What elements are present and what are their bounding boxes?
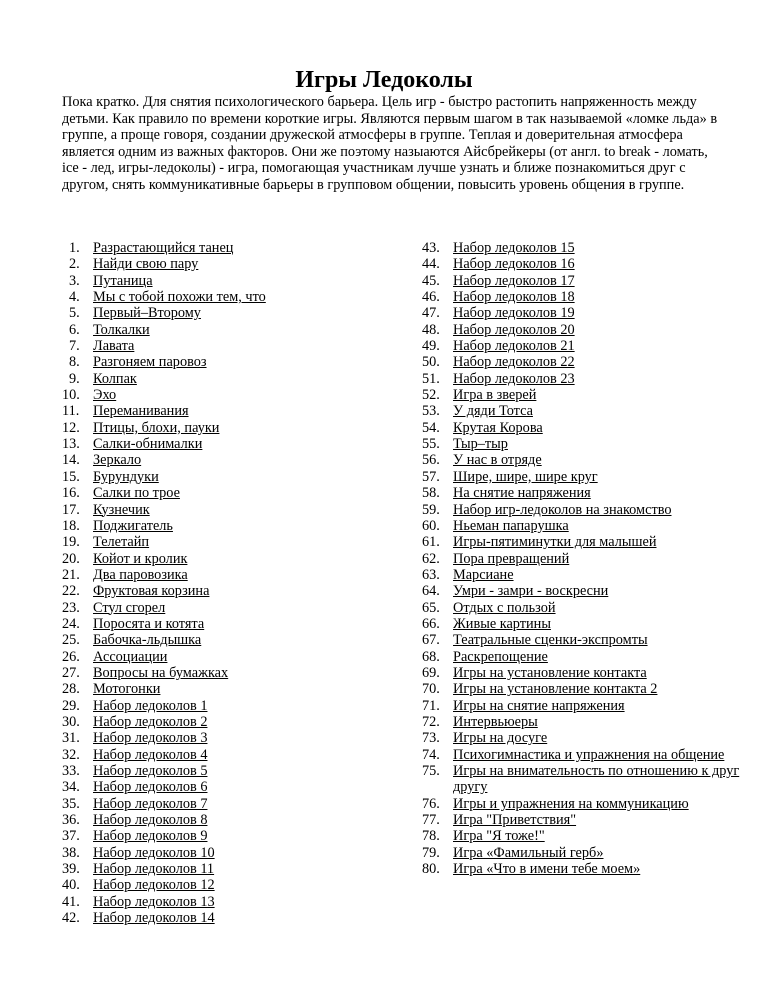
game-link[interactable]: Отдых с пользой: [453, 599, 556, 616]
list-item-number: 20.: [62, 550, 80, 567]
list-item: [422, 796, 742, 812]
list-item: [62, 534, 392, 550]
game-link[interactable]: Набор ледоколов 10: [93, 844, 215, 861]
game-link[interactable]: Набор ледоколов 13: [93, 893, 215, 910]
list-item: [422, 649, 742, 665]
game-link[interactable]: Первый–Второму: [93, 305, 201, 322]
list-item: [62, 305, 392, 321]
list-item-number: 32.: [62, 746, 80, 763]
game-link[interactable]: Два паровозика: [93, 566, 188, 583]
list-item-number: 19.: [62, 534, 80, 551]
game-link[interactable]: Ньеман папарушка: [453, 517, 569, 534]
list-item: [422, 600, 742, 616]
game-link[interactable]: Койот и кролик: [93, 550, 188, 567]
list-item-number: 62.: [422, 550, 440, 567]
game-link[interactable]: Набор ледоколов 15: [453, 240, 575, 256]
list-item: [62, 812, 392, 828]
list-item-number: 54.: [422, 419, 440, 436]
list-item: [422, 698, 742, 714]
list-item-number: 63.: [422, 566, 440, 583]
game-link[interactable]: Эхо: [93, 387, 117, 404]
list-item-number: 46.: [422, 289, 440, 306]
list-item-number: 76.: [422, 795, 440, 812]
game-link[interactable]: Набор ледоколов 18: [453, 289, 575, 306]
game-link[interactable]: Найди свою пару: [93, 256, 199, 273]
game-link[interactable]: Крутая Корова: [453, 419, 543, 436]
game-link[interactable]: Толкалки: [93, 321, 150, 338]
list-item-number: 78.: [422, 828, 440, 845]
list-item-number: 47.: [422, 305, 440, 322]
game-link[interactable]: Набор ледоколов 3: [93, 730, 208, 747]
game-link[interactable]: Разрастающийся танец: [93, 240, 234, 256]
list-item: [422, 338, 742, 354]
list-item-number: 43.: [422, 240, 440, 256]
list-item-number: 2.: [69, 256, 80, 273]
list-item: [62, 616, 392, 632]
list-item: [62, 518, 392, 534]
list-item-number: 41.: [62, 893, 80, 910]
list-item-number: 69.: [422, 664, 440, 681]
list-item: [422, 371, 742, 387]
game-link[interactable]: Игры-пятиминутки для малышей: [453, 534, 657, 551]
list-item-number: 9.: [69, 370, 80, 387]
list-item-number: 4.: [69, 289, 80, 306]
game-link[interactable]: Набор ледоколов 6: [93, 779, 208, 796]
list-item: [422, 632, 742, 648]
game-link[interactable]: Пора превращений: [453, 550, 570, 567]
list-item: [62, 485, 392, 501]
game-link[interactable]: Набор ледоколов 12: [93, 877, 215, 894]
list-item: [422, 714, 742, 730]
game-link[interactable]: Переманивания: [93, 403, 189, 420]
game-link[interactable]: У дяди Тотса: [453, 403, 533, 420]
list-item-number: 75.: [422, 763, 440, 779]
page-title: Игры Ледоколы: [295, 67, 473, 93]
list-item-number: 67.: [422, 632, 440, 649]
list-item-number: 10.: [62, 387, 80, 404]
list-item: [62, 256, 392, 272]
game-link[interactable]: Игры на установление контакта 2: [453, 681, 658, 698]
list-item-number: 33.: [62, 763, 80, 779]
list-item-number: 48.: [422, 321, 440, 338]
list-item-number: 57.: [422, 468, 440, 485]
game-link[interactable]: Вопросы на бумажках: [93, 664, 229, 681]
list-item: [422, 551, 742, 567]
list-item: [62, 796, 392, 812]
list-item-number: 12.: [62, 419, 80, 436]
list-item-number: 22.: [62, 583, 80, 600]
list-item: [62, 877, 392, 893]
list-item-number: 18.: [62, 517, 80, 534]
list-item-number: 53.: [422, 403, 440, 420]
game-link[interactable]: Зеркало: [93, 452, 142, 469]
games-list-right: [422, 240, 742, 877]
game-link[interactable]: Игра "Я тоже!": [453, 828, 545, 845]
list-item: [422, 583, 742, 599]
list-item-number: 72.: [422, 713, 440, 730]
game-link[interactable]: Тыр–тыр: [453, 436, 508, 453]
game-link[interactable]: Набор ледоколов 23: [453, 370, 575, 387]
list-item-number: 39.: [62, 861, 80, 878]
list-item: [62, 861, 392, 877]
list-item-number: 13.: [62, 436, 80, 453]
game-link[interactable]: Салки по трое: [93, 485, 180, 502]
list-item: [62, 502, 392, 518]
games-list-left: [62, 240, 392, 926]
game-link[interactable]: Поджигатель: [93, 517, 173, 534]
game-link[interactable]: Бабочка-льдышка: [93, 632, 202, 649]
list-item-number: 40.: [62, 877, 80, 894]
list-item-number: 17.: [62, 501, 80, 518]
list-item-number: 28.: [62, 681, 80, 698]
list-item: [62, 632, 392, 648]
list-item-number: 21.: [62, 566, 80, 583]
list-item: [62, 747, 392, 763]
game-link[interactable]: Раскрепощение: [453, 648, 548, 665]
list-item: [422, 828, 742, 844]
game-link[interactable]: Игры на досуге: [453, 730, 548, 747]
list-item: [422, 436, 742, 452]
list-item: [62, 910, 392, 926]
list-item: [62, 273, 392, 289]
game-link[interactable]: Поросята и котята: [93, 615, 205, 632]
list-item: [62, 338, 392, 354]
list-item: [62, 698, 392, 714]
list-item: [62, 845, 392, 861]
game-link[interactable]: На снятие напряжения: [453, 485, 591, 502]
list-item: [422, 354, 742, 370]
list-item-number: 55.: [422, 436, 440, 453]
game-link[interactable]: Набор ледоколов 2: [93, 713, 208, 730]
list-item-number: 7.: [69, 338, 80, 355]
list-item-number: 61.: [422, 534, 440, 551]
game-link[interactable]: Птицы, блохи, пауки: [93, 419, 220, 436]
list-item: [62, 289, 392, 305]
list-item-number: 38.: [62, 844, 80, 861]
list-item: [62, 322, 392, 338]
list-item: [422, 452, 742, 468]
list-item-number: 26.: [62, 648, 80, 665]
list-item: [62, 828, 392, 844]
game-link[interactable]: Путаница: [93, 272, 153, 289]
game-link[interactable]: Набор игр-ледоколов на знакомство: [453, 501, 672, 518]
game-link[interactable]: Игра «Фамильный герб»: [453, 844, 604, 861]
list-item-number: 74.: [422, 746, 440, 763]
game-link[interactable]: Игра "Приветствия": [453, 812, 577, 829]
list-item-number: 65.: [422, 599, 440, 616]
list-item: [62, 649, 392, 665]
list-item: [422, 322, 742, 338]
list-item: [422, 420, 742, 436]
list-item: [422, 273, 742, 289]
list-item: [62, 420, 392, 436]
list-item: [422, 256, 742, 272]
list-item: [422, 665, 742, 681]
list-item: [422, 502, 742, 518]
list-item-number: 58.: [422, 485, 440, 502]
game-link[interactable]: Марсиане: [453, 566, 514, 583]
list-item: [422, 289, 742, 305]
list-item: [422, 681, 742, 697]
game-link[interactable]: Интервьюеры: [453, 713, 538, 730]
list-item-number: 24.: [62, 615, 80, 632]
game-link[interactable]: Ассоциации: [93, 648, 168, 665]
list-item: [422, 567, 742, 583]
list-item: [422, 845, 742, 861]
game-link[interactable]: Набор ледоколов 5: [93, 763, 208, 779]
list-item: [422, 747, 742, 763]
game-link[interactable]: Набор ледоколов 20: [453, 321, 575, 338]
list-item: [62, 354, 392, 370]
list-item-number: 37.: [62, 828, 80, 845]
list-item-number: 35.: [62, 795, 80, 812]
list-item: [62, 436, 392, 452]
game-link[interactable]: Игры на снятие напряжения: [453, 697, 625, 714]
list-item-number: 31.: [62, 730, 80, 747]
game-link[interactable]: Живые картины: [453, 615, 551, 632]
game-link[interactable]: Лавата: [93, 338, 135, 355]
game-link[interactable]: Колпак: [93, 370, 137, 387]
list-item: [62, 551, 392, 567]
game-link[interactable]: Игра в зверей: [453, 387, 537, 404]
list-item: [62, 240, 392, 256]
list-item: [422, 616, 742, 632]
game-link[interactable]: У нас в отряде: [453, 452, 542, 469]
game-link[interactable]: Шире, шире, шире круг: [453, 468, 598, 485]
list-item-number: 50.: [422, 354, 440, 371]
list-item: [422, 763, 742, 796]
list-item: [422, 812, 742, 828]
list-item-number: 56.: [422, 452, 440, 469]
game-link[interactable]: Телетайп: [93, 534, 150, 551]
game-link[interactable]: Салки-обнималки: [93, 436, 203, 453]
game-link[interactable]: Игры на внимательность по отношению к друг другу: [453, 763, 740, 796]
game-link[interactable]: Набор ледоколов 19: [453, 305, 575, 322]
list-item: [62, 600, 392, 616]
list-item-number: 44.: [422, 256, 440, 273]
list-item: [422, 387, 742, 403]
list-item: [62, 567, 392, 583]
list-item-number: 5.: [69, 305, 80, 322]
list-item-number: 29.: [62, 697, 80, 714]
list-item-number: 25.: [62, 632, 80, 649]
game-link[interactable]: Игры и упражнения на коммуникацию: [453, 795, 689, 812]
list-item: [62, 583, 392, 599]
game-link[interactable]: Театральные сценки-экспромты: [453, 632, 648, 649]
list-item-number: 36.: [62, 812, 80, 829]
list-item: [422, 485, 742, 501]
game-link[interactable]: Набор ледоколов 16: [453, 256, 575, 273]
game-link[interactable]: Набор ледоколов 21: [453, 338, 575, 355]
game-link[interactable]: Набор ледоколов 17: [453, 272, 575, 289]
list-item-number: 14.: [62, 452, 80, 469]
game-link[interactable]: Игры на установление контакта: [453, 664, 647, 681]
list-item-number: 60.: [422, 517, 440, 534]
game-link[interactable]: Набор ледоколов 11: [93, 861, 215, 878]
list-item: [422, 403, 742, 419]
game-link[interactable]: Кузнечик: [93, 501, 150, 518]
game-link[interactable]: Набор ледоколов 9: [93, 828, 208, 845]
list-item: [422, 305, 742, 321]
list-item: [62, 894, 392, 910]
game-link[interactable]: Мотогонки: [93, 681, 161, 698]
list-item-number: 1.: [69, 240, 80, 256]
list-item: [62, 387, 392, 403]
list-item-number: 42.: [62, 910, 80, 927]
list-item: [62, 730, 392, 746]
list-item-number: 23.: [62, 599, 80, 616]
list-item: [422, 861, 742, 877]
list-item-number: 71.: [422, 697, 440, 714]
list-item-number: 6.: [69, 321, 80, 338]
game-link[interactable]: Игра «Что в имени тебе моем»: [453, 861, 641, 878]
list-item-number: 3.: [69, 272, 80, 289]
game-link[interactable]: Психогимнастика и упражнения на общение: [453, 746, 725, 763]
list-item: [422, 518, 742, 534]
game-link[interactable]: Набор ледоколов 4: [93, 746, 208, 763]
list-item: [62, 665, 392, 681]
list-item-number: 64.: [422, 583, 440, 600]
game-link[interactable]: Бурундуки: [93, 468, 159, 485]
game-link[interactable]: Набор ледоколов 7: [93, 795, 208, 812]
list-item-number: 45.: [422, 272, 440, 289]
list-item-number: 15.: [62, 468, 80, 485]
list-item-number: 51.: [422, 370, 440, 387]
list-item: [422, 240, 742, 256]
list-item-number: 16.: [62, 485, 80, 502]
list-item: [62, 371, 392, 387]
list-item-number: 73.: [422, 730, 440, 747]
list-item-number: 66.: [422, 615, 440, 632]
list-item-number: 68.: [422, 648, 440, 665]
list-item: [62, 763, 392, 779]
list-item: [62, 403, 392, 419]
list-item: [62, 452, 392, 468]
list-item-number: 80.: [422, 861, 440, 878]
list-item-number: 27.: [62, 664, 80, 681]
list-item: [422, 730, 742, 746]
list-item-number: 49.: [422, 338, 440, 355]
game-link[interactable]: Стул сгорел: [93, 599, 166, 616]
list-item-number: 52.: [422, 387, 440, 404]
game-link[interactable]: Умри - замри - воскресни: [453, 583, 609, 600]
list-item-number: 70.: [422, 681, 440, 698]
game-link[interactable]: Разгоняем паровоз: [93, 354, 207, 371]
list-item: [62, 469, 392, 485]
list-item: [62, 779, 392, 795]
list-item: [62, 714, 392, 730]
list-item-number: 77.: [422, 812, 440, 829]
list-item-number: 30.: [62, 713, 80, 730]
list-item-number: 79.: [422, 844, 440, 861]
list-item-number: 34.: [62, 779, 80, 796]
list-item: [422, 534, 742, 550]
list-item-number: 8.: [69, 354, 80, 371]
game-link[interactable]: Мы с тобой похожи тем, что: [93, 289, 266, 306]
intro-paragraph: Пока кратко. Для снятия психологического барьера. Цель игр - быстро растопить напряженность между детьми. Как правило по времени короткие игры. Являются первым шагом в так называемой «ломке льда» в группе, а проще говоря, создании дружеской атмосферы в группе. Теплая и доверительная атмосфера является одним из важных факторов. Они же поэтому назыаются Айсбрейкеры (от англ. to break - ломать, ice - лед, игры-ледоколы) - игра, помогающая участникам лучше узнать и ближе познакомиться друг с другом, снять коммуникативные барьеры в групповом общении, повысить уровень общения в группе.: [62, 94, 718, 193]
game-link[interactable]: Набор ледоколов 8: [93, 812, 208, 829]
game-link[interactable]: Набор ледоколов 1: [93, 697, 208, 714]
list-item-number: 11.: [62, 403, 80, 420]
list-item: [422, 469, 742, 485]
list-item: [62, 681, 392, 697]
game-link[interactable]: Набор ледоколов 14: [93, 910, 215, 927]
game-link[interactable]: Фруктовая корзина: [93, 583, 210, 600]
game-link[interactable]: Набор ледоколов 22: [453, 354, 575, 371]
list-item-number: 59.: [422, 501, 440, 518]
